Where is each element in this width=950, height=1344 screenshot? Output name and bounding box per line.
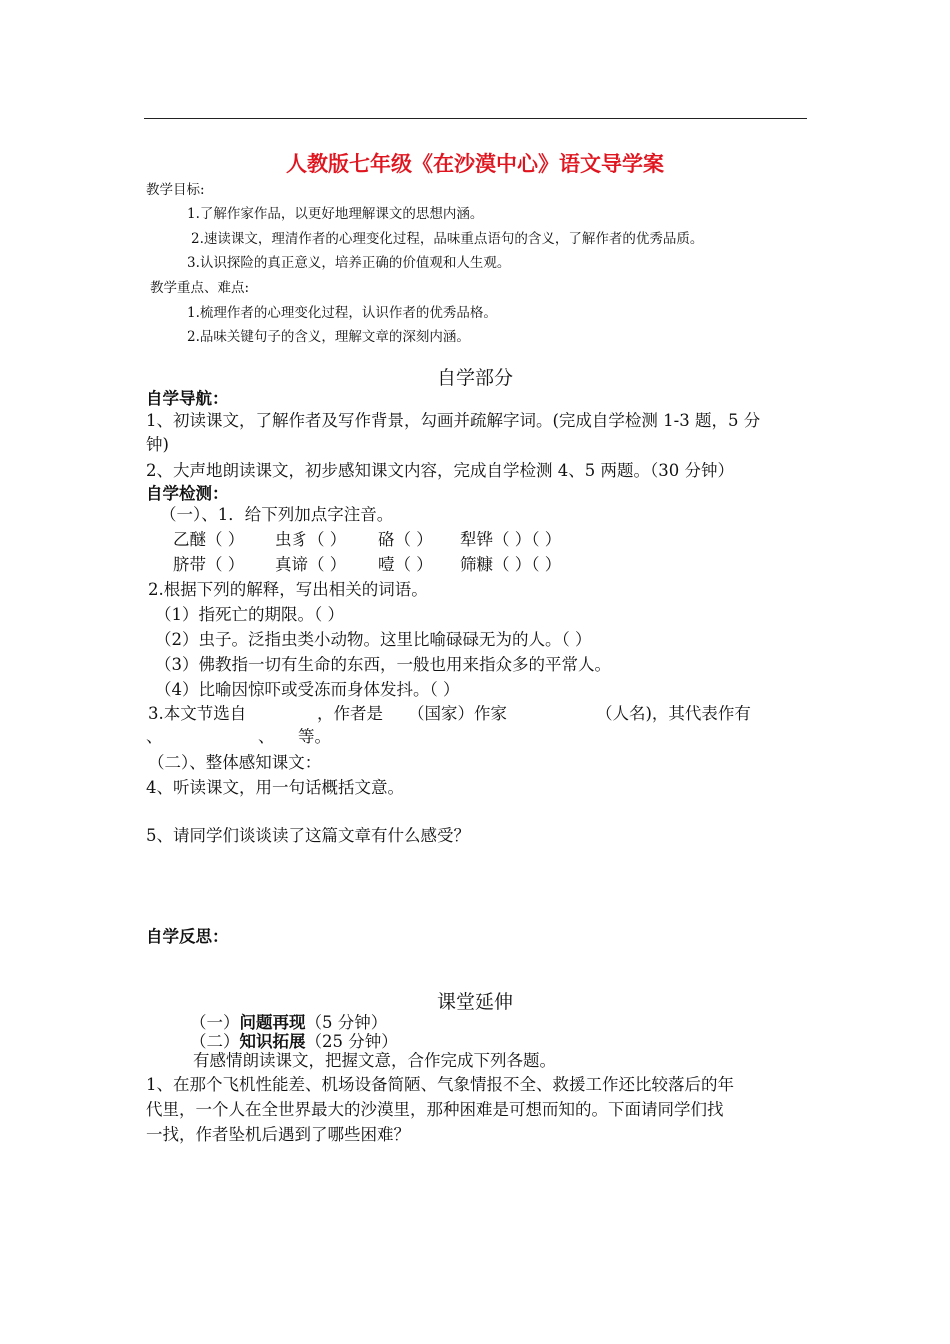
- nav-item-1: 1、初读课文，了解作者及写作背景，勾画并疏解字词。(完成自学检测 1-3 题，5 分: [146, 411, 761, 430]
- q2-item: （3）佛教指一切有生命的东西，一般也用来指众多的平常人。: [155, 655, 611, 674]
- nav-item-1-cont: 钟): [146, 435, 169, 454]
- nav-item-2: 2、大声地朗读课文，初步感知课文内容，完成自学检测 4、5 两题。（30 分钟）: [146, 461, 734, 480]
- extension-q1-line: 代里，一个人在全世界最大的沙漠里，那种困难是可想而知的。下面请同学们找: [146, 1100, 724, 1119]
- sub-1-prefix: （一）: [190, 1013, 240, 1032]
- header-rule: [144, 118, 807, 119]
- sub-2-prefix: （二）: [190, 1032, 240, 1051]
- question-1: （一）、1．给下列加点字注音。: [160, 505, 394, 524]
- question-3-part-b: ，作者是: [317, 704, 383, 723]
- pinyin-item: 筛糠（ ）（ ）: [460, 555, 562, 574]
- question-3-part-a: 3.本文节选自: [148, 704, 247, 723]
- q2-item: （2）虫子。泛指虫类小动物。这里比喻碌碌无为的人。（ ）: [155, 630, 592, 649]
- key-points-heading: 教学重点、难点:: [150, 280, 250, 296]
- question-5: 5、请同学们谈谈读了这篇文章有什么感受？: [146, 826, 470, 845]
- q2-item: （4）比喻因惊吓或受冻而身体发抖。（ ）: [155, 680, 460, 699]
- key-point-item: 2.品味关键句子的含义，理解文章的深刻内涵。: [187, 329, 470, 345]
- check-heading: 自学检测：: [146, 484, 229, 503]
- pinyin-item: 犁铧（ ）（ ）: [460, 530, 562, 549]
- question-3-sep: 、: [258, 727, 275, 746]
- question-2: 2.根据下列的解释，写出相关的词语。: [148, 580, 428, 599]
- question-3-part-d: （人名)，其代表作有: [596, 704, 751, 723]
- part-2-heading: （二）、整体感知课文：: [148, 753, 322, 772]
- pinyin-item: 脐带（ ）: [173, 555, 245, 574]
- reflection-heading: 自学反思：: [146, 927, 229, 946]
- objectives-heading: 教学目标:: [146, 182, 205, 198]
- objective-item: 1.了解作家作品，以更好地理解课文的思想内涵。: [187, 206, 484, 222]
- page-title: 人教版七年级《在沙漠中心》语文导学案: [286, 151, 664, 176]
- extension-section-title: 课堂延伸: [436, 991, 513, 1013]
- nav-heading: 自学导航：: [146, 389, 229, 408]
- sub-1-title: 问题再现: [239, 1013, 306, 1032]
- question-3-end: 等。: [298, 727, 331, 746]
- pinyin-item: 真谛（ ）: [275, 555, 347, 574]
- pinyin-item: 乙醚（ ）: [173, 530, 245, 549]
- objective-item: 2.速读课文，理清作者的心理变化过程，品味重点语句的含义，了解作者的优秀品质。: [191, 231, 704, 247]
- pinyin-item: 噎（ ）: [378, 555, 433, 574]
- question-3-sep: 、: [146, 727, 163, 746]
- extension-intro: 有感情朗读课文，把握文意，合作完成下列各题。: [193, 1051, 556, 1070]
- sub-2-title: 知识拓展: [239, 1032, 306, 1051]
- key-point-item: 1.梳理作者的心理变化过程，认识作者的优秀品格。: [187, 305, 497, 321]
- pinyin-item: 硌（ ）: [378, 530, 433, 549]
- self-study-section-title: 自学部分: [436, 367, 513, 389]
- objective-item: 3.认识探险的真正意义，培养正确的价值观和人生观。: [187, 255, 511, 271]
- question-4: 4、听读课文，用一句话概括文意。: [146, 778, 404, 797]
- extension-q1-line: 一找，作者坠机后遇到了哪些困难？: [146, 1125, 410, 1144]
- q2-item: （1）指死亡的期限。（ ）: [155, 605, 344, 624]
- question-3-part-c: （国家）作家: [408, 704, 507, 723]
- sub-1-time: （5 分钟）: [305, 1013, 388, 1032]
- sub-2-time: （25 分钟）: [305, 1032, 398, 1051]
- extension-q1-line: 1、在那个飞机性能差、机场设备简陋、气象情报不全、救援工作还比较落后的年: [146, 1075, 734, 1094]
- pinyin-item: 虫豸（ ）: [275, 530, 347, 549]
